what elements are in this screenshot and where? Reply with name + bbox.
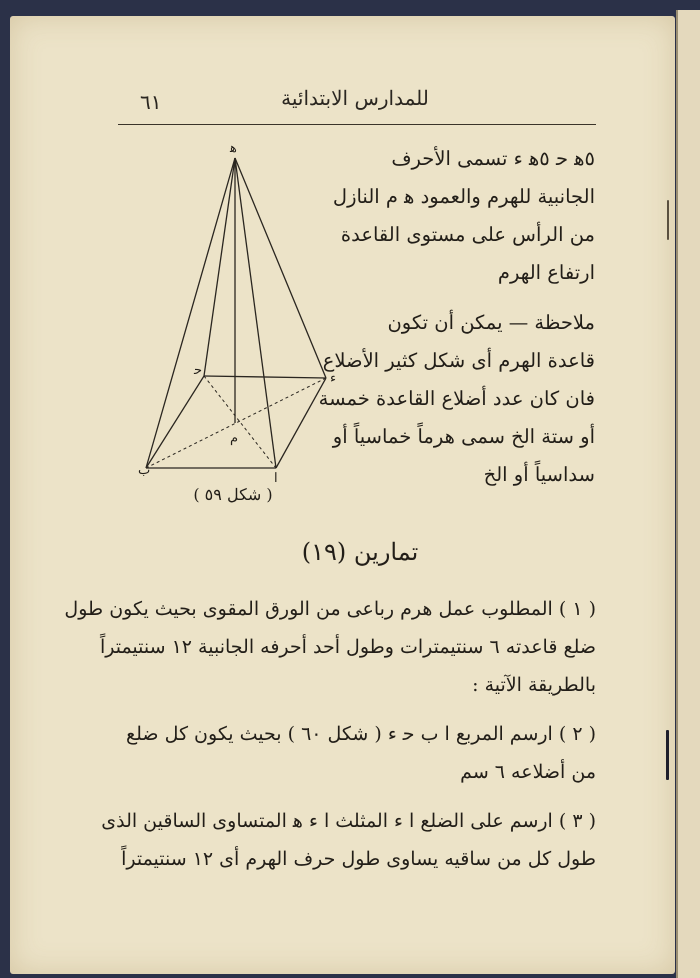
figure-caption: ( شكل ٥٩ ) bbox=[193, 485, 273, 504]
pyramid-figure bbox=[138, 138, 343, 513]
base-edge-bc bbox=[146, 376, 204, 468]
page-edge-mark bbox=[666, 730, 669, 780]
definition-line: الجانبية للهرم والعمود ﻫ م النازل bbox=[332, 185, 595, 208]
note-line: أو ستة الخ سمى هرماً خماسياً أو bbox=[332, 425, 595, 448]
label-apex: ﻫ bbox=[230, 141, 237, 156]
base-edge-cd bbox=[204, 376, 326, 378]
exercises-heading: تمارين (١٩) bbox=[301, 538, 419, 566]
definition-column bbox=[318, 140, 595, 494]
definition-line: من الرأس على مستوى القاعدة bbox=[340, 223, 595, 246]
facing-page-edge bbox=[676, 10, 700, 978]
exercise-line: ضلع قاعدته ٦ سنتيمترات وطول أحد أحرفه الجانبية ١٢ سنتيمتراً bbox=[99, 636, 596, 658]
label-m: م bbox=[230, 431, 239, 446]
definition-line: ارتفاع الهرم bbox=[497, 261, 595, 284]
running-title: للمدارس الابتدائية bbox=[281, 86, 429, 110]
exercise-line: بالطريقة الآتية : bbox=[472, 674, 596, 696]
edge-apex-b bbox=[146, 158, 235, 468]
exercise-line: ( ٣ ) ارسم على الضلع ا ء المثلث ا ء ﻫ المتساوى الساقين الذى bbox=[101, 810, 596, 832]
note-line: فان كان عدد أضلاع القاعدة خمسة bbox=[318, 387, 595, 410]
edge-apex-d bbox=[235, 158, 326, 378]
label-a: ا bbox=[274, 471, 278, 486]
note-line: قاعدة الهرم أى شكل كثير الأضلاع bbox=[322, 349, 595, 372]
base-edge-ad bbox=[276, 378, 326, 468]
exercise-line: من أضلاعه ٦ سم bbox=[460, 761, 596, 783]
label-b: ب bbox=[138, 463, 151, 478]
note-line: سداسياً أو الخ bbox=[483, 463, 595, 486]
note-line: ملاحظة — يمكن أن تكون bbox=[387, 311, 595, 334]
exercise-line: ( ٢ ) ارسم المربع ا ب ﺣ ﺀ ( شكل ٦٠ ) بحيث يكون كل ضلع bbox=[126, 723, 596, 745]
definition-line: ٥ﻫ ﺣ ٥ﻫ ﺀ تسمى الأحرف bbox=[391, 147, 595, 170]
diagonal-bd bbox=[146, 378, 326, 468]
page-edge-mark bbox=[667, 200, 669, 240]
exercise-line: طول كل من ساقيه يساوى طول حرف الهرم أى ١٢ سنتيمتراً bbox=[121, 848, 596, 870]
exercise-line: ( ١ ) المطلوب عمل هرم رباعى من الورق المقوى بحيث يكون طول bbox=[64, 598, 596, 620]
edge-apex-c bbox=[204, 158, 235, 376]
edge-apex-a bbox=[235, 158, 276, 468]
label-c: ﺣ bbox=[194, 363, 203, 378]
exercises-body bbox=[64, 590, 596, 878]
header-rule bbox=[118, 124, 596, 125]
page-number: ٦١ bbox=[140, 90, 162, 114]
label-d: ء bbox=[330, 371, 337, 386]
